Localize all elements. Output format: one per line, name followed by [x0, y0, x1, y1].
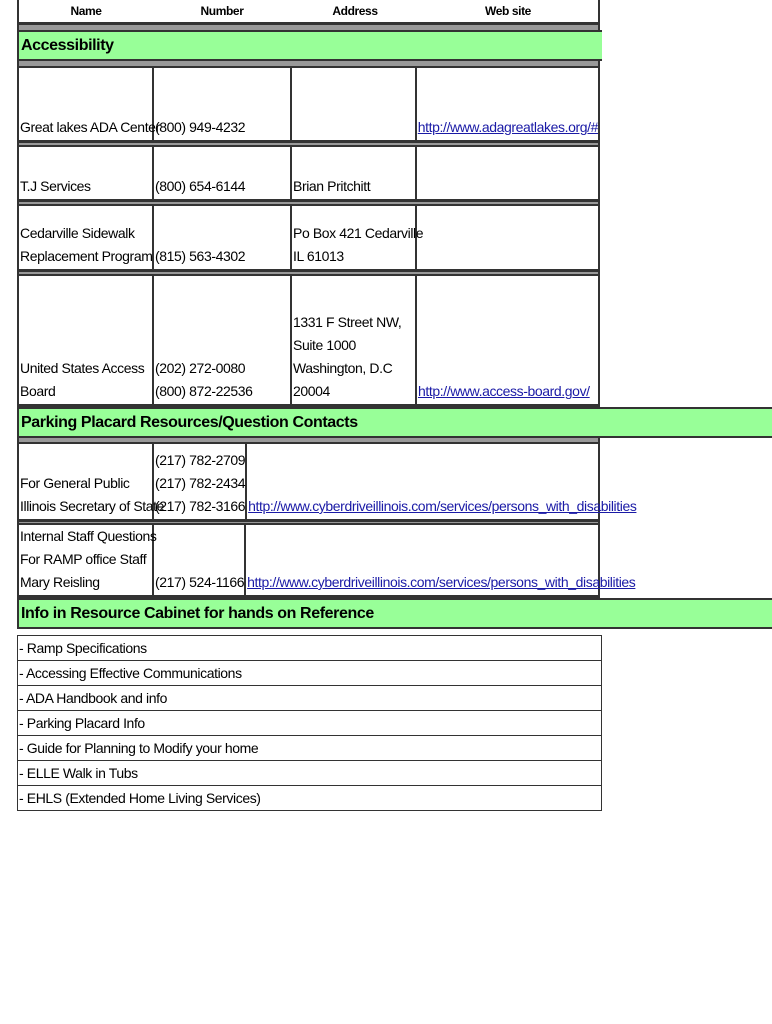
contact-name: Cedarville Sidewalk — [20, 225, 135, 241]
header-website: Web site — [485, 4, 531, 18]
header-name: Name — [70, 4, 102, 18]
website-cell — [417, 206, 598, 269]
website-cell — [247, 444, 636, 519]
phone-number: (800) 654-6144 — [155, 178, 246, 194]
section-parking: Parking Placard Resources/Question Contacts — [17, 407, 772, 438]
separator — [17, 61, 600, 68]
contact-name: For RAMP office Staff — [20, 551, 147, 567]
phone-number: (800) 949-4232 — [155, 119, 246, 135]
column-header-row — [17, 0, 600, 25]
address-cell — [292, 276, 417, 404]
list-item: - ELLE Walk in Tubs — [18, 761, 601, 786]
name-cell — [19, 147, 154, 199]
contact-name: United States Access — [20, 360, 145, 376]
table-row — [17, 444, 637, 522]
contact-name: For General Public — [20, 475, 130, 491]
list-item: - EHLS (Extended Home Living Services) — [18, 786, 601, 811]
website-link[interactable]: http://www.access-board.gov/ — [418, 383, 590, 399]
section-cabinet: Info in Resource Cabinet for hands on Reference — [17, 598, 772, 629]
phone-number: (815) 563-4302 — [155, 248, 246, 264]
header-number: Number — [200, 4, 244, 18]
list-item: - Guide for Planning to Modify your home — [18, 736, 601, 761]
list-item: - ADA Handbook and info — [18, 686, 601, 711]
list-item: - Accessing Effective Communications — [18, 661, 601, 686]
list-item: - Parking Placard Info — [18, 711, 601, 736]
cabinet-list — [17, 635, 602, 811]
contact-name: Replacement Program — [20, 248, 153, 264]
phone-number: (202) 272-0080 — [155, 360, 246, 376]
address-line: Brian Pritchitt — [293, 178, 371, 194]
section-accessibility: Accessibility — [17, 30, 602, 61]
accessibility-table — [17, 68, 600, 407]
number-cell — [154, 147, 292, 199]
phone-number: (800) 872-22536 — [155, 383, 253, 399]
contact-name: T.J Services — [20, 178, 91, 194]
address-line: Suite 1000 — [293, 337, 356, 353]
name-cell — [19, 276, 154, 404]
contact-name: Mary Reisling — [20, 574, 100, 590]
number-cell — [154, 276, 292, 404]
address-cell — [292, 147, 417, 199]
website-cell — [417, 147, 598, 199]
table-row — [17, 525, 636, 598]
address-cell — [292, 68, 417, 140]
spreadsheet — [17, 0, 637, 811]
number-cell — [154, 525, 246, 595]
contact-name: Internal Staff Questions — [20, 528, 157, 544]
address-cell — [292, 206, 424, 269]
phone-number: (217) 782-2709 — [155, 452, 246, 468]
table-row — [17, 147, 600, 202]
list-item: - Ramp Specifications — [18, 635, 601, 661]
contact-name: Board — [20, 383, 56, 399]
website-cell — [246, 525, 635, 595]
number-cell — [154, 68, 292, 140]
website-link[interactable]: http://www.cyberdriveillinois.com/services/persons_with_disabilities — [247, 574, 636, 590]
address-line: 20004 — [293, 383, 330, 399]
contact-name: Great lakes ADA Center — [20, 119, 160, 135]
website-link[interactable]: http://www.adagreatlakes.org/# — [417, 119, 598, 135]
parking-table — [17, 444, 637, 598]
name-cell — [19, 206, 154, 269]
address-line: Po Box 421 Cedarville — [293, 225, 424, 241]
header-address: Address — [332, 4, 378, 18]
name-cell — [19, 525, 157, 595]
website-link[interactable]: http://www.cyberdriveillinois.com/services/persons_with_disabilities — [248, 498, 637, 514]
address-line: IL 61013 — [293, 248, 344, 264]
phone-number: (217) 782-2434 — [155, 475, 246, 491]
number-cell — [154, 206, 292, 269]
phone-number: (217) 524-1166 — [155, 574, 245, 590]
address-line: 1331 F Street NW, — [293, 314, 402, 330]
table-row — [17, 276, 600, 407]
number-cell — [154, 444, 247, 519]
website-cell — [417, 276, 598, 404]
phone-number: (217) 782-3166 — [155, 498, 246, 514]
name-cell — [19, 68, 160, 140]
website-cell — [417, 68, 598, 140]
contact-name: Illinois Secretary of State — [20, 498, 165, 514]
table-row — [17, 206, 600, 272]
table-row — [17, 68, 600, 143]
address-line: Washington, D.C — [293, 360, 393, 376]
name-cell — [19, 444, 165, 519]
